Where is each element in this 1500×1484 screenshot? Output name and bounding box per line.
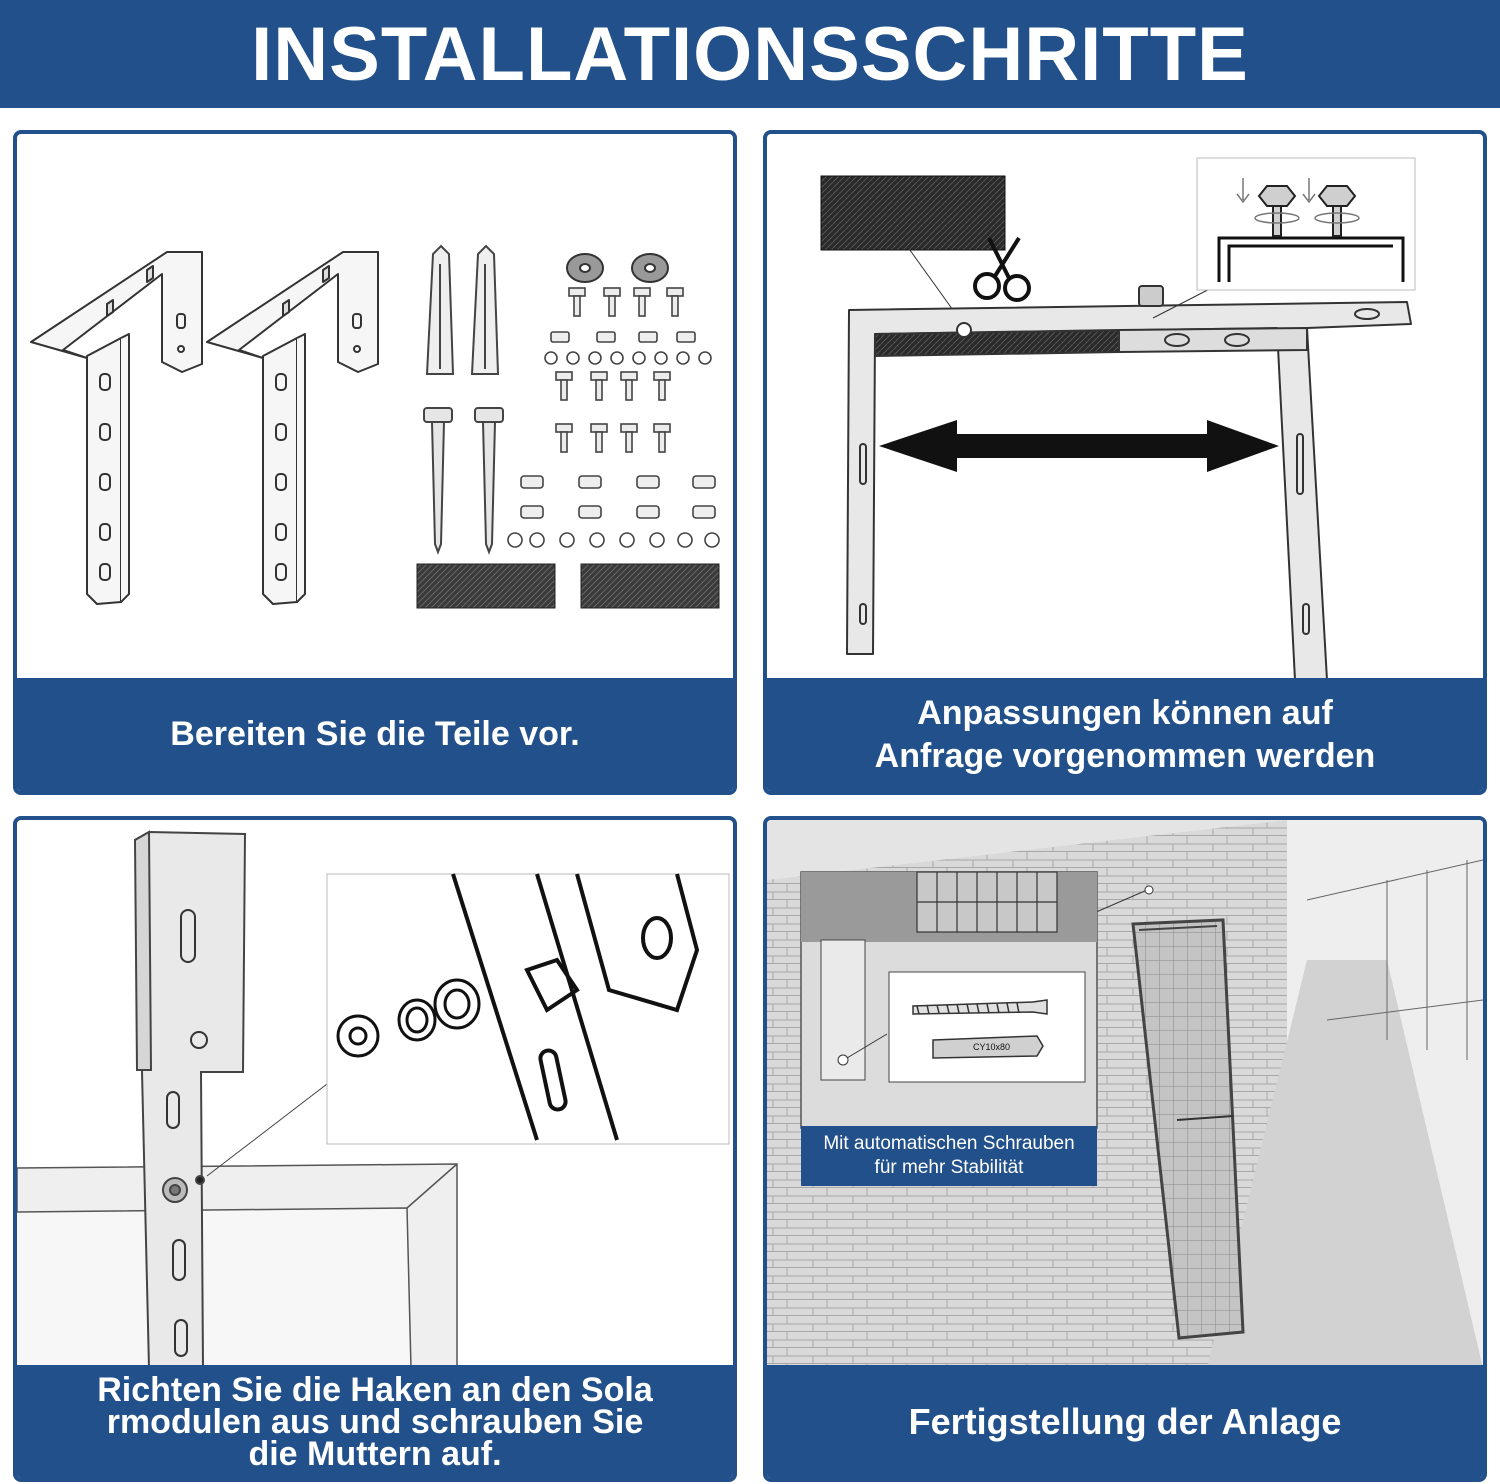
step-panel-align-hooks — [13, 816, 737, 1482]
parts-illustration — [17, 134, 733, 680]
step-caption-line: die Muttern auf. — [248, 1434, 502, 1473]
pad-icon — [821, 176, 1005, 250]
step-panel-prepare-parts — [13, 130, 737, 795]
step-caption: Bereiten Sie die Teile vor. — [17, 678, 733, 791]
arrow-icon — [879, 420, 1279, 472]
screw-icon — [424, 408, 503, 552]
step-caption-line: Anfrage vorgenommen werden — [874, 736, 1376, 775]
step-panel-completion — [763, 816, 1487, 1482]
completion-illustration — [767, 820, 1483, 1368]
bolt-icon — [569, 288, 683, 316]
step-caption-line: Richten Sie die Haken an den Sola — [97, 1370, 653, 1409]
adjustment-illustration — [767, 134, 1483, 680]
step-caption: Fertigstellung der Anlage — [767, 1365, 1483, 1478]
bracket-icon — [31, 252, 202, 604]
inset-caption-line: Mit automatischen Schrauben — [823, 1133, 1075, 1154]
step-panel-adjustments — [763, 130, 1487, 795]
inset-caption-line: für mehr Stabilität — [874, 1157, 1024, 1178]
title-banner — [0, 0, 1500, 108]
bolt-detail-inset — [1197, 158, 1415, 290]
step-caption — [17, 1365, 733, 1478]
step-caption — [767, 678, 1483, 791]
wall-plug-icon — [933, 1036, 1043, 1058]
washer-icon — [567, 254, 668, 282]
solar-module — [17, 1164, 457, 1368]
bolt-detail-inset — [327, 874, 729, 1144]
nut-icon — [551, 332, 695, 342]
inset-caption — [801, 1126, 1097, 1186]
alignment-illustration — [17, 820, 733, 1368]
mounting-detail-inset — [801, 872, 1097, 1128]
anchor-label: CY10x80 — [973, 1042, 1011, 1052]
wall-plug-icon — [427, 246, 498, 374]
pad-icon — [417, 564, 555, 608]
step-caption-line: rmodulen aus und schrauben Sie — [106, 1402, 644, 1441]
page-title: INSTALLATIONSSCHRITTE — [251, 11, 1249, 97]
pad-icon — [581, 564, 719, 608]
bracket-icon — [847, 286, 1411, 680]
step-caption-line: Anpassungen können auf — [917, 693, 1333, 732]
